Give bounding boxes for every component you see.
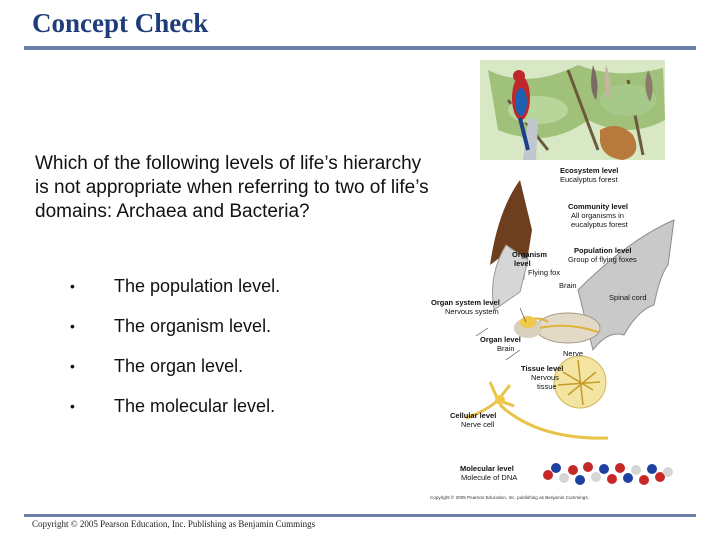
ecosystem-level-label: Ecosystem level <box>560 166 619 175</box>
population-level-label: Population level <box>574 246 632 255</box>
tissue-level-example-1: Nervous <box>531 373 559 382</box>
answer-list <box>70 276 280 436</box>
title-divider <box>24 46 696 50</box>
organ-system-level-label: Organ system level <box>431 298 500 307</box>
brain-label: Brain <box>559 281 577 290</box>
organ-system-level-example: Nervous system <box>445 307 499 316</box>
question-text: Which of the following levels of life’s hierarchy is not appropriate when referring to two of life’s domains: Archaea and Bacteria? <box>35 153 429 222</box>
bullet-icon: • <box>70 278 75 294</box>
answer-text: The molecular level. <box>114 396 276 416</box>
organ-level-example: Brain <box>497 344 515 353</box>
hierarchy-figure <box>428 60 676 506</box>
spinal-cord-label: Spinal cord <box>609 293 647 302</box>
hierarchy-illustration <box>428 60 676 506</box>
community-level-example-1: All organisms in <box>571 211 624 220</box>
cellular-level-label: Cellular level <box>450 411 497 420</box>
tissue-level-label: Tissue level <box>521 364 564 373</box>
dna-molecule-illustration <box>543 462 673 485</box>
ecosystem-level-example: Eucalyptus forest <box>560 175 618 184</box>
answer-text: The population level. <box>114 276 281 296</box>
organism-level-label-1: Organism <box>512 250 548 259</box>
answer-item <box>70 396 280 436</box>
bullet-icon: • <box>70 358 75 374</box>
organism-level-label-2: level <box>514 259 531 268</box>
bullet-icon: • <box>70 318 75 334</box>
molecular-level-example: Molecule of DNA <box>461 473 518 482</box>
answer-item <box>70 276 280 316</box>
answer-text: The organism level. <box>114 316 272 336</box>
tissue-level-example-2: tissue <box>537 382 557 391</box>
answer-item <box>70 316 280 356</box>
forest-illustration <box>480 60 665 160</box>
organism-level-example: Flying fox <box>528 268 561 277</box>
footer-divider <box>24 514 696 517</box>
answer-item <box>70 356 280 396</box>
population-level-example: Group of flying foxes <box>568 255 637 264</box>
nerve-label: Nerve <box>563 349 584 358</box>
answer-text: The organ level. <box>114 356 244 376</box>
community-level-example-2: eucalyptus forest <box>571 220 628 229</box>
slide-title: Concept Check <box>32 8 209 38</box>
organ-level-label: Organ level <box>480 335 521 344</box>
figure-copyright: Copyright © 2005 Pearson Education, Inc. publishing as Benjamin Cummings. <box>430 495 589 500</box>
molecular-level-label: Molecular level <box>460 464 514 473</box>
footer-copyright: Copyright © 2005 Pearson Education, Inc. Publishing as Benjamin Cummings <box>32 519 316 529</box>
community-level-label: Community level <box>568 202 629 211</box>
cellular-level-example: Nerve cell <box>461 420 495 429</box>
bullet-icon: • <box>70 398 75 414</box>
